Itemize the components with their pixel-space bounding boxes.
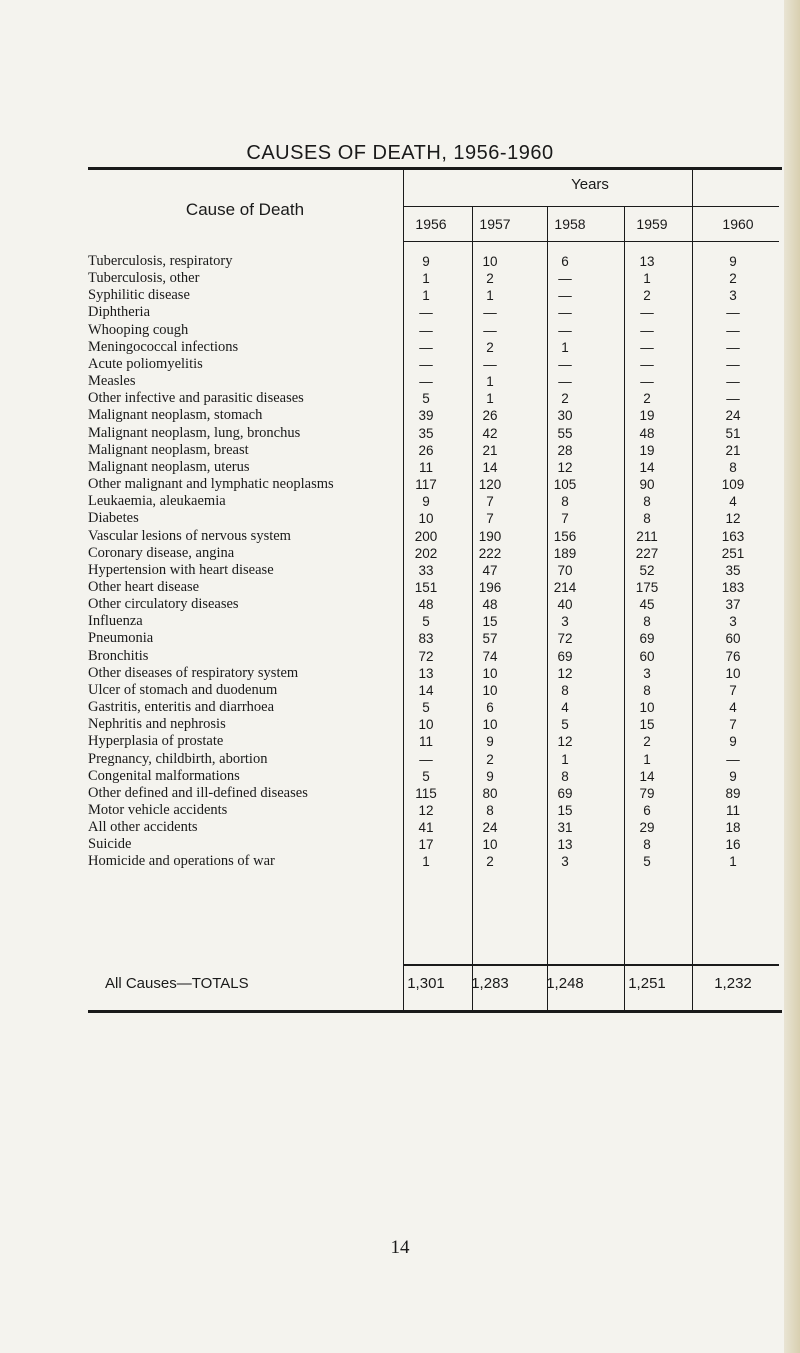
value-1958: 189 <box>553 545 577 561</box>
table-body <box>0 253 800 871</box>
value-1960: 9 <box>729 734 737 750</box>
value-1958: 72 <box>557 631 573 647</box>
value-1959: 69 <box>639 631 655 647</box>
value-1958: 3 <box>561 854 569 870</box>
value-1957: 74 <box>482 648 498 664</box>
value-1957: 24 <box>482 820 498 836</box>
total-1958: 1,248 <box>546 975 584 992</box>
value-1957: 7 <box>486 511 494 527</box>
value-1957: 196 <box>478 579 502 595</box>
value-1956: 9 <box>422 494 430 510</box>
value-1956: 10 <box>418 717 434 733</box>
page-number: 14 <box>390 1237 410 1258</box>
value-1957: 21 <box>482 442 498 458</box>
value-1960: 4 <box>729 700 737 716</box>
cause-label: Measles <box>88 373 136 390</box>
value-1960: 4 <box>729 494 737 510</box>
value-1958: 214 <box>553 579 577 595</box>
table-row <box>0 630 800 647</box>
table-row <box>0 562 800 579</box>
table-row <box>0 682 800 699</box>
value-1956: 35 <box>418 425 434 441</box>
table-bottom-rule <box>88 1010 782 1013</box>
value-1958: 12 <box>557 459 573 475</box>
table-row <box>0 356 800 373</box>
value-1958: — <box>558 271 572 287</box>
table-row <box>0 733 800 750</box>
value-1960: 16 <box>725 837 741 853</box>
value-1958: 40 <box>557 597 573 613</box>
value-1960: — <box>726 339 740 355</box>
value-1960: 163 <box>721 528 745 544</box>
value-1960: 76 <box>725 648 741 664</box>
value-1957: 14 <box>482 459 498 475</box>
table-row <box>0 270 800 287</box>
table-row <box>0 836 800 853</box>
total-1956: 1,301 <box>407 975 445 992</box>
value-1958: 105 <box>553 477 577 493</box>
table-row <box>0 304 800 321</box>
value-1959: 10 <box>639 700 655 716</box>
value-1958: 13 <box>557 837 573 853</box>
value-1959: 227 <box>635 545 659 561</box>
value-1959: 8 <box>643 682 651 698</box>
cause-label: Meningococcal infections <box>88 338 239 355</box>
value-1960: — <box>726 305 740 321</box>
cause-label: Malignant neoplasm, stomach <box>88 407 263 424</box>
cause-label: Other circulatory diseases <box>88 596 239 613</box>
table-row <box>0 853 800 870</box>
total-1960: 1,232 <box>714 975 752 992</box>
year-header-1959: 1959 <box>636 216 668 232</box>
cause-label: Coronary disease, angina <box>88 544 235 561</box>
value-1959: 175 <box>635 579 659 595</box>
value-1956: 11 <box>418 459 433 475</box>
cause-label: Other infective and parasitic diseases <box>88 390 304 407</box>
value-1957: 80 <box>482 785 498 801</box>
value-1956: 12 <box>418 803 434 818</box>
totals-row <box>0 974 800 994</box>
value-1958: 3 <box>561 614 569 630</box>
value-1956: — <box>419 339 433 355</box>
value-1957: 10 <box>482 254 498 269</box>
value-1957: 47 <box>482 562 498 578</box>
value-1960: 183 <box>721 579 745 595</box>
value-1957: 2 <box>486 854 494 870</box>
cause-label: Gastritis, enteritis and diarrhoea <box>88 699 275 716</box>
value-1956: — <box>419 751 433 767</box>
value-1957: 222 <box>478 545 502 561</box>
value-1957: 10 <box>482 837 498 853</box>
year-header-1957: 1957 <box>479 216 511 232</box>
value-1957: 6 <box>486 700 494 716</box>
value-1956: 5 <box>422 700 430 716</box>
value-1959: — <box>640 374 654 390</box>
table-row <box>0 459 800 476</box>
totals-label: All Causes—TOTALS <box>105 975 249 992</box>
table-row <box>0 802 800 819</box>
value-1956: 13 <box>418 665 434 681</box>
cause-label: Malignant neoplasm, lung, bronchus <box>88 424 301 441</box>
value-1956: — <box>419 305 433 321</box>
value-1956: 5 <box>422 614 430 630</box>
table-row <box>0 510 800 527</box>
value-1958: 28 <box>557 442 573 458</box>
value-1958: 30 <box>557 408 573 424</box>
year-header-1958: 1958 <box>554 216 586 232</box>
cause-label: Acute poliomyelitis <box>88 355 203 372</box>
value-1959: 15 <box>639 717 655 733</box>
value-1958: 156 <box>553 528 577 544</box>
value-1960: 251 <box>721 545 745 561</box>
value-1957: — <box>483 322 497 338</box>
cause-label: Diphtheria <box>88 304 151 321</box>
value-1956: 151 <box>414 579 438 595</box>
value-1957: 10 <box>482 665 498 681</box>
value-1958: 8 <box>561 682 569 698</box>
value-1958: — <box>558 356 572 372</box>
value-1960: 109 <box>721 477 745 493</box>
value-1959: 13 <box>639 254 655 269</box>
value-1959: 48 <box>639 425 655 441</box>
value-1957: 1 <box>486 288 494 304</box>
value-1957: 9 <box>486 734 494 750</box>
value-1958: 69 <box>557 648 573 664</box>
value-1956: 72 <box>418 648 434 664</box>
years-header-rule <box>403 206 779 207</box>
value-1957: 15 <box>482 614 498 630</box>
value-1960: 37 <box>725 597 741 613</box>
value-1958: 69 <box>557 785 573 801</box>
table-row <box>0 476 800 493</box>
value-1960: 7 <box>729 682 737 698</box>
cause-label: Homicide and operations of war <box>88 853 275 870</box>
value-1960: 2 <box>729 271 737 287</box>
value-1956: 117 <box>415 477 437 493</box>
value-1959: 2 <box>643 288 651 304</box>
value-1959: — <box>640 356 654 372</box>
value-1958: 55 <box>557 425 573 441</box>
value-1957: 2 <box>486 751 494 767</box>
value-1956: 115 <box>415 785 437 801</box>
cause-column-header: Cause of Death <box>185 200 305 219</box>
table-row <box>0 322 800 339</box>
value-1959: — <box>640 305 654 321</box>
value-1959: 19 <box>639 408 655 424</box>
value-1960: 24 <box>725 408 741 424</box>
value-1957: 57 <box>482 631 498 647</box>
cause-label: Nephritis and nephrosis <box>88 716 226 733</box>
table-row <box>0 648 800 665</box>
table-row <box>0 425 800 442</box>
value-1959: — <box>640 339 654 355</box>
table-row <box>0 528 800 545</box>
total-1957: 1,283 <box>471 975 509 992</box>
value-1959: — <box>640 322 654 338</box>
value-1956: 83 <box>418 631 434 647</box>
cause-label: Other malignant and lymphatic neoplasms <box>88 476 334 493</box>
value-1959: 79 <box>639 785 655 801</box>
value-1956: 48 <box>418 597 434 613</box>
value-1957: 9 <box>486 768 494 784</box>
value-1958: 8 <box>561 494 569 510</box>
value-1959: 8 <box>643 837 651 853</box>
value-1959: 19 <box>639 442 655 458</box>
value-1960: 35 <box>725 562 741 578</box>
value-1960: 89 <box>725 785 741 801</box>
cause-label: Other diseases of respiratory system <box>88 664 299 681</box>
value-1960: 3 <box>729 288 737 304</box>
total-1959: 1,251 <box>628 975 666 992</box>
table-row <box>0 579 800 596</box>
table-row <box>0 493 800 510</box>
value-1957: 8 <box>486 803 494 818</box>
value-1956: 39 <box>418 408 434 424</box>
value-1956: 26 <box>418 442 434 458</box>
table-top-rule <box>88 167 782 170</box>
value-1960: 8 <box>729 459 737 475</box>
value-1957: — <box>483 356 497 372</box>
value-1956: 5 <box>422 768 430 784</box>
table-row <box>0 785 800 802</box>
value-1959: 211 <box>636 528 658 544</box>
page-title: CAUSES OF DEATH, 1956-1960 <box>246 142 554 164</box>
value-1957: 1 <box>486 391 494 407</box>
value-1958: 5 <box>561 717 569 733</box>
value-1960: 3 <box>729 614 737 630</box>
value-1958: 15 <box>557 803 573 818</box>
value-1958: 1 <box>561 751 569 767</box>
table-row <box>0 596 800 613</box>
value-1959: 90 <box>639 477 655 493</box>
cause-label: Congenital malformations <box>88 767 240 784</box>
value-1958: — <box>558 374 572 390</box>
value-1958: — <box>558 322 572 338</box>
cause-label: All other accidents <box>88 819 198 836</box>
value-1958: 1 <box>561 339 569 355</box>
value-1957: 2 <box>486 271 494 287</box>
value-1956: — <box>419 322 433 338</box>
value-1960: 18 <box>725 820 741 836</box>
value-1957: 42 <box>482 425 498 441</box>
value-1960: — <box>726 751 740 767</box>
cause-label: Motor vehicle accidents <box>88 802 228 818</box>
table-row <box>0 545 800 562</box>
totals-rule <box>403 964 779 966</box>
cause-label: Diabetes <box>88 510 139 527</box>
year-header-1956: 1956 <box>415 216 447 232</box>
value-1960: 60 <box>725 631 741 647</box>
cause-label: Bronchitis <box>88 647 149 664</box>
value-1960: — <box>726 374 740 390</box>
cause-label: Influenza <box>88 613 143 630</box>
value-1958: 70 <box>557 562 573 578</box>
table-row <box>0 699 800 716</box>
table-row <box>0 390 800 407</box>
table-row <box>0 819 800 836</box>
value-1959: 14 <box>639 459 655 475</box>
value-1956: 202 <box>414 545 438 561</box>
table-row <box>0 716 800 733</box>
cause-label: Malignant neoplasm, uterus <box>88 458 250 475</box>
table-row <box>0 442 800 459</box>
value-1960: 1 <box>729 854 737 870</box>
value-1959: 2 <box>643 391 651 407</box>
value-1959: 6 <box>643 803 651 818</box>
page-edge <box>784 0 800 1353</box>
value-1956: 1 <box>422 288 430 304</box>
cause-label: Hyperplasia of prostate <box>88 733 224 750</box>
value-1959: 3 <box>643 665 651 681</box>
value-1959: 52 <box>639 562 655 578</box>
value-1958: 2 <box>561 391 569 407</box>
value-1958: 8 <box>561 768 569 784</box>
value-1956: 1 <box>422 271 430 287</box>
value-1956: — <box>419 374 433 390</box>
years-column-header: Years <box>571 176 609 193</box>
value-1959: 8 <box>643 494 651 510</box>
value-1958: 12 <box>557 665 573 681</box>
value-1956: 10 <box>418 511 434 527</box>
value-1957: — <box>483 305 497 321</box>
table-row <box>0 339 800 356</box>
value-1960: 9 <box>729 254 737 269</box>
table-row <box>0 751 800 768</box>
cause-label: Hypertension with heart disease <box>88 561 274 578</box>
value-1958: 7 <box>561 511 569 527</box>
value-1956: 11 <box>418 734 433 750</box>
value-1959: 60 <box>639 648 655 664</box>
cause-label: Tuberculosis, other <box>88 270 200 287</box>
cause-label: Pregnancy, childbirth, abortion <box>88 750 268 767</box>
value-1958: — <box>558 288 572 304</box>
cause-label: Suicide <box>88 836 132 853</box>
value-1957: 2 <box>486 339 494 355</box>
cause-label: Other heart disease <box>88 578 200 595</box>
value-1956: 5 <box>422 391 430 407</box>
value-1959: 2 <box>643 734 651 750</box>
value-1956: 1 <box>422 854 430 870</box>
value-1957: 190 <box>478 528 502 544</box>
value-1959: 1 <box>643 271 651 287</box>
value-1957: 26 <box>482 408 498 424</box>
value-1956: 14 <box>418 682 434 698</box>
value-1958: 4 <box>561 700 569 716</box>
value-1958: 6 <box>561 254 569 269</box>
value-1956: 33 <box>418 562 434 578</box>
value-1960: 12 <box>725 511 741 527</box>
value-1960: — <box>726 322 740 338</box>
table-row <box>0 768 800 785</box>
value-1960: — <box>726 391 740 407</box>
cause-label: Vascular lesions of nervous system <box>88 527 291 544</box>
table-row <box>0 407 800 424</box>
value-1959: 14 <box>639 768 655 784</box>
value-1957: 48 <box>482 597 498 613</box>
cause-label: Ulcer of stomach and duodenum <box>88 681 278 698</box>
header-bottom-rule <box>403 241 779 242</box>
value-1957: 10 <box>482 717 498 733</box>
value-1960: 21 <box>725 442 741 458</box>
value-1959: 45 <box>639 597 655 613</box>
value-1959: 5 <box>643 854 651 870</box>
value-1960: 11 <box>725 803 740 818</box>
value-1960: 10 <box>725 665 741 681</box>
value-1959: 29 <box>639 820 655 836</box>
value-1959: 8 <box>643 511 651 527</box>
value-1958: — <box>558 305 572 321</box>
value-1956: 200 <box>414 528 438 544</box>
value-1957: 10 <box>482 682 498 698</box>
value-1959: 8 <box>643 614 651 630</box>
value-1957: 1 <box>486 374 494 390</box>
cause-label: Whooping cough <box>88 321 189 338</box>
table-row <box>0 253 800 270</box>
table-row <box>0 613 800 630</box>
cause-label: Other defined and ill-defined diseases <box>88 784 308 801</box>
value-1960: 51 <box>725 425 741 441</box>
table-row <box>0 287 800 304</box>
value-1960: 7 <box>729 717 737 733</box>
value-1960: — <box>726 356 740 372</box>
value-1956: 41 <box>418 820 434 836</box>
value-1956: 9 <box>422 254 430 269</box>
value-1956: 17 <box>418 837 434 853</box>
year-header-1960: 1960 <box>722 216 754 232</box>
cause-label: Malignant neoplasm, breast <box>88 441 249 458</box>
cause-label: Syphilitic disease <box>88 287 190 304</box>
value-1957: 120 <box>478 477 502 493</box>
table-row <box>0 373 800 390</box>
value-1960: 9 <box>729 768 737 784</box>
cause-label: Leukaemia, aleukaemia <box>88 493 226 510</box>
value-1957: 7 <box>486 494 494 510</box>
table-row <box>0 665 800 682</box>
value-1958: 31 <box>557 820 573 836</box>
value-1959: 1 <box>643 751 651 767</box>
value-1958: 12 <box>557 734 573 750</box>
cause-label: Tuberculosis, respiratory <box>88 253 233 269</box>
cause-label: Pneumonia <box>88 630 154 647</box>
value-1956: — <box>419 356 433 372</box>
